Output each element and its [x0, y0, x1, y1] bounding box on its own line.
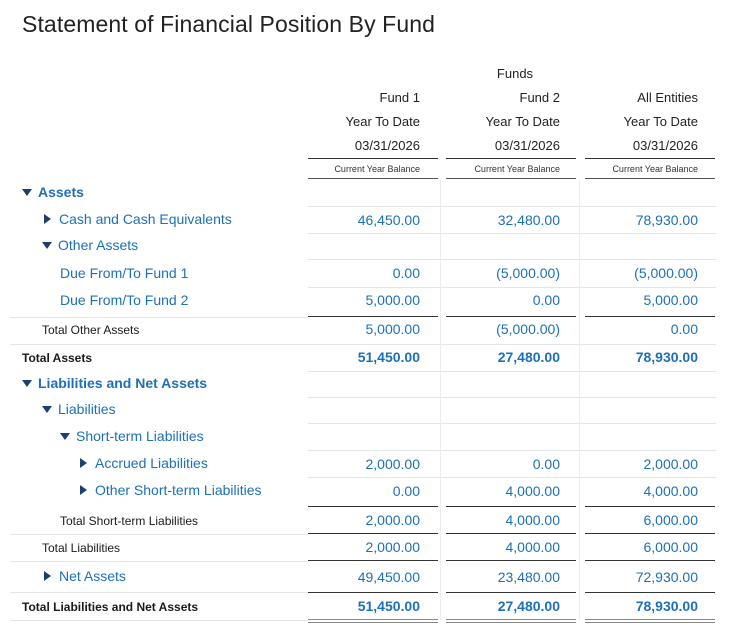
subtotal-rule-fund2	[446, 560, 576, 561]
double-rule-all	[585, 622, 715, 623]
row-divider	[308, 450, 716, 451]
row-divider	[308, 259, 716, 260]
due-fund2-fund1[interactable]: 5,000.00	[365, 292, 420, 308]
total-liab-net-label: Total Liabilities and Net Assets	[22, 600, 199, 614]
due-fund2-fund2[interactable]: 0.00	[532, 292, 560, 308]
subtotal-rule-all	[585, 560, 715, 561]
assets-section-toggle[interactable]	[22, 184, 84, 200]
column-header-fund2-name: Fund 2	[519, 90, 560, 105]
total-assets-all: 78,930.00	[635, 349, 698, 365]
caret-right-icon	[44, 571, 51, 581]
due-fund1-fund2[interactable]: (5,000.00)	[496, 265, 560, 281]
net-assets-row-toggle[interactable]	[44, 568, 126, 584]
double-rule-fund2	[446, 622, 576, 623]
row-divider	[308, 397, 716, 398]
liab-net-section-toggle[interactable]	[22, 375, 207, 391]
total-short-fund2: 4,000.00	[505, 512, 560, 528]
other-short-fund1[interactable]: 0.00	[392, 483, 420, 499]
column-header-all-period: Year To Date	[623, 114, 698, 129]
total-other-assets-fund2: (5,000.00)	[496, 321, 560, 337]
row-divider	[308, 287, 716, 288]
cash-fund1[interactable]: 46,450.00	[357, 212, 420, 228]
short-term-label: Short-term Liabilities	[76, 428, 204, 444]
header-rule-all	[585, 158, 715, 159]
row-divider	[10, 344, 716, 345]
total-liabilities-all: 6,000.00	[643, 539, 698, 555]
header-rule-fund1	[308, 158, 438, 159]
other-short-all[interactable]: 4,000.00	[643, 483, 698, 499]
balance-label-all: Current Year Balance	[612, 164, 698, 174]
column-header-fund1-period: Year To Date	[345, 114, 420, 129]
subtotal-rule-all	[585, 316, 715, 317]
double-rule-all	[585, 619, 715, 620]
row-divider	[308, 233, 716, 234]
accrued-label: Accrued Liabilities	[95, 455, 208, 471]
due-fund1-fund1[interactable]: 0.00	[392, 265, 420, 281]
total-short-fund1: 2,000.00	[365, 512, 420, 528]
header-bottom-rule-fund2	[446, 178, 576, 179]
other-assets-toggle[interactable]	[42, 237, 138, 253]
double-rule-fund1	[308, 619, 438, 620]
row-divider	[10, 561, 308, 562]
caret-down-icon	[22, 189, 32, 196]
total-other-assets-label: Total Other Assets	[42, 323, 140, 337]
column-header-fund1-name: Fund 1	[379, 90, 420, 105]
row-divider	[10, 620, 308, 621]
row-divider	[10, 592, 308, 593]
net-assets-fund1[interactable]: 49,450.00	[357, 569, 420, 585]
row-divider	[10, 534, 308, 535]
short-term-toggle[interactable]	[60, 428, 204, 444]
cash-row-toggle[interactable]	[44, 211, 232, 227]
cash-fund2[interactable]: 32,480.00	[497, 212, 560, 228]
total-liabilities-label: Total Liabilities	[42, 541, 121, 555]
balance-label-fund2: Current Year Balance	[474, 164, 560, 174]
subtotal-rule-all	[585, 533, 715, 534]
net-assets-all[interactable]: 72,930.00	[635, 569, 698, 585]
column-header-fund1-date: 03/31/2026	[354, 138, 420, 153]
total-liab-net-fund2: 27,480.00	[497, 598, 560, 614]
total-liab-net-all: 78,930.00	[635, 598, 698, 614]
due-fund2-label[interactable]: Due From/To Fund 2	[60, 292, 189, 308]
total-short-all: 6,000.00	[643, 512, 698, 528]
due-fund1-all[interactable]: (5,000.00)	[634, 265, 698, 281]
column-header-fund2-period: Year To Date	[485, 114, 560, 129]
subtotal-rule-fund2	[446, 533, 576, 534]
other-short-fund2[interactable]: 4,000.00	[505, 483, 560, 499]
column-header-fund2-date: 03/31/2026	[494, 138, 560, 153]
accrued-row-toggle[interactable]	[80, 455, 208, 471]
header-rule-fund2	[446, 158, 576, 159]
due-fund2-all[interactable]: 5,000.00	[643, 292, 698, 308]
total-liabilities-fund2: 4,000.00	[505, 539, 560, 555]
row-divider	[308, 423, 716, 424]
caret-down-icon	[22, 380, 32, 387]
total-liab-net-fund1: 51,450.00	[357, 598, 420, 614]
caret-right-icon	[44, 214, 51, 224]
double-rule-fund1	[308, 622, 438, 623]
total-assets-fund2: 27,480.00	[497, 349, 560, 365]
header-bottom-rule-fund1	[308, 178, 438, 179]
report-title: Statement of Financial Position By Fund	[22, 11, 436, 37]
accrued-all[interactable]: 2,000.00	[643, 456, 698, 472]
liabilities-label: Liabilities	[58, 401, 116, 417]
row-divider	[308, 477, 716, 478]
total-liabilities-fund1: 2,000.00	[365, 539, 420, 555]
other-short-label: Other Short-term Liabilities	[95, 482, 262, 498]
total-rule-all	[585, 592, 715, 593]
accrued-fund2[interactable]: 0.00	[532, 456, 560, 472]
liabilities-toggle[interactable]	[42, 401, 116, 417]
accrued-fund1[interactable]: 2,000.00	[365, 456, 420, 472]
row-divider	[308, 206, 716, 207]
subtotal-rule-fund1	[308, 533, 438, 534]
total-rule-fund2	[446, 592, 576, 593]
caret-down-icon	[42, 406, 52, 413]
total-rule-fund1	[308, 592, 438, 593]
subtotal-rule-fund1	[308, 316, 438, 317]
subtotal-rule-fund1	[308, 560, 438, 561]
funds-group-header: Funds	[496, 66, 534, 81]
balance-label-fund1: Current Year Balance	[334, 164, 420, 174]
other-assets-label: Other Assets	[58, 237, 139, 253]
double-rule-fund2	[446, 619, 576, 620]
net-assets-fund2[interactable]: 23,480.00	[497, 569, 560, 585]
total-short-label: Total Short-term Liabilities	[60, 514, 199, 528]
liab-net-label: Liabilities and Net Assets	[38, 375, 208, 391]
caret-right-icon	[80, 485, 87, 495]
subtotal-rule-fund1	[308, 506, 438, 507]
cash-all[interactable]: 78,930.00	[635, 212, 698, 228]
subtotal-rule-fund2	[446, 316, 576, 317]
caret-down-icon	[42, 242, 52, 249]
due-fund1-label[interactable]: Due From/To Fund 1	[60, 265, 189, 281]
assets-label: Assets	[38, 184, 84, 200]
header-bottom-rule-all	[585, 178, 715, 179]
column-header-all-date: 03/31/2026	[632, 138, 698, 153]
row-divider	[10, 317, 308, 318]
row-divider	[308, 371, 716, 372]
cash-label: Cash and Cash Equivalents	[59, 211, 232, 227]
caret-right-icon	[80, 458, 87, 468]
subtotal-rule-all	[585, 506, 715, 507]
subtotal-rule-fund2	[446, 506, 576, 507]
column-header-all-name: All Entities	[637, 90, 698, 105]
net-assets-label: Net Assets	[59, 568, 126, 584]
total-assets-label: Total Assets	[22, 351, 93, 365]
total-other-assets-fund1: 5,000.00	[365, 321, 420, 337]
caret-down-icon	[60, 433, 70, 440]
total-assets-fund1: 51,450.00	[357, 349, 420, 365]
other-short-row-toggle[interactable]	[80, 482, 262, 498]
total-other-assets-all: 0.00	[670, 321, 698, 337]
